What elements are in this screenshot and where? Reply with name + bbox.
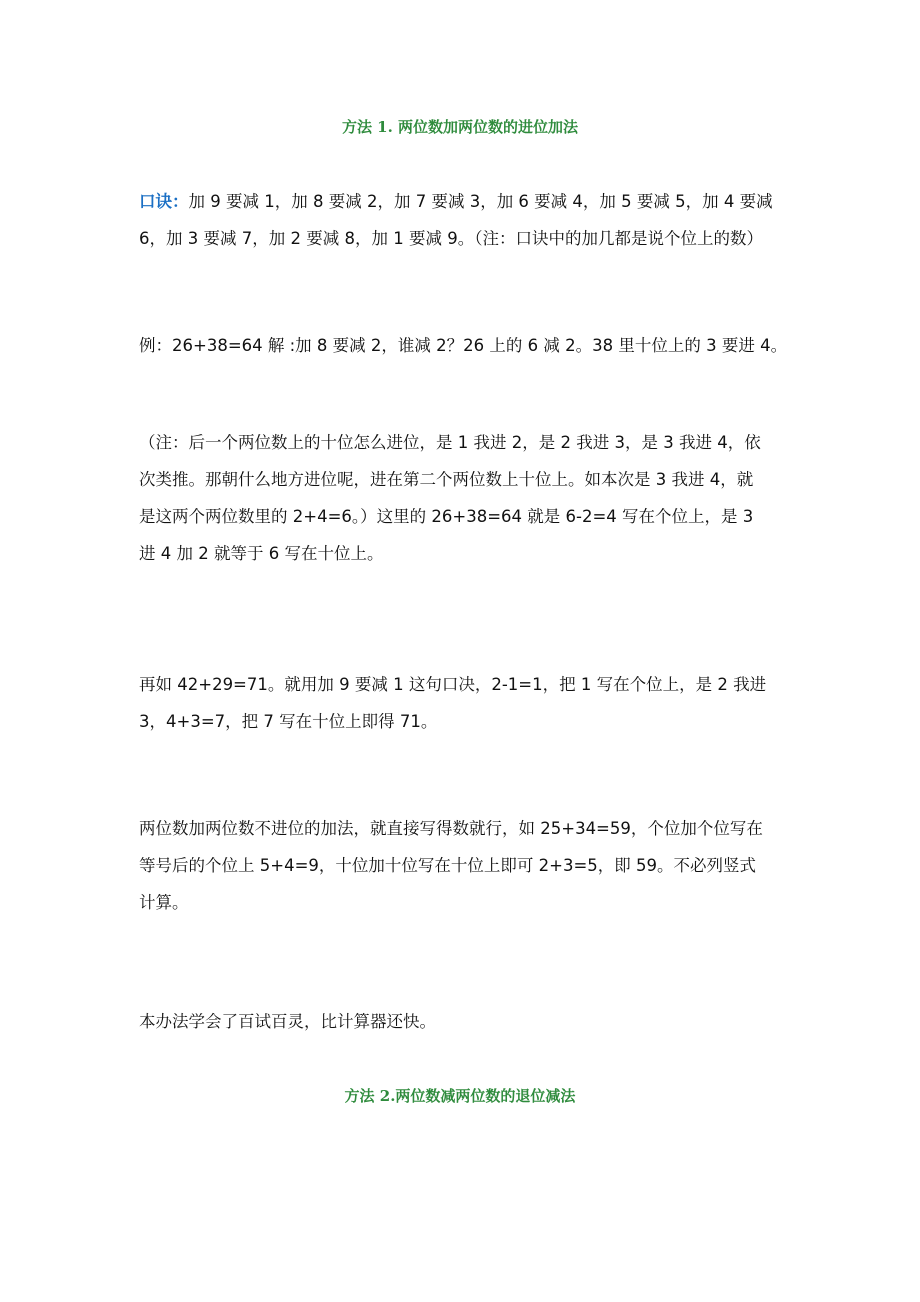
example-paragraph xyxy=(139,327,789,364)
method-2-heading: 方法 2.两位数减两位数的退位减法 xyxy=(344,1087,576,1105)
second-example-paragraph xyxy=(139,666,789,740)
rule-line-2: 6，加 3 要减 7，加 2 要减 8，加 1 要减 9。（注：口诀中的加几都是说个位上的数） xyxy=(139,229,763,248)
no-carry-line-3: 计算。 xyxy=(139,893,189,912)
note-line-2: 次类推。那朝什么地方进位呢，进在第二个两位数上十位上。如本次是 3 我进 4，就 xyxy=(139,470,754,489)
note-line-4: 进 4 加 2 就等于 6 写在十位上。 xyxy=(139,544,384,563)
second-example-line-1: 再如 42+29=71。就用加 9 要减 1 这句口决，2-1=1，把 1 写在个位上，是 2 我进 xyxy=(139,675,767,694)
rule-paragraph xyxy=(139,183,789,257)
note-paragraph xyxy=(139,424,789,572)
method-1-heading: 方法 1. 两位数加两位数的进位加法 xyxy=(341,118,579,136)
summary-line-1: 本办法学会了百试百灵，比计算器还快。 xyxy=(139,1012,436,1031)
summary-paragraph xyxy=(139,1003,789,1040)
rule-line-1 xyxy=(139,183,789,220)
rule-label: 口诀： xyxy=(139,192,189,211)
example-line-1: 例：26+38=64 解 :加 8 要减 2，谁减 2？26 上的 6 减 2。38 里十位上的 3 要进 4。 xyxy=(139,336,788,355)
rule-text: 加 9 要减 1，加 8 要减 2，加 7 要减 3，加 6 要减 4，加 5 要减 5，加 4 要减 xyxy=(188,192,773,211)
note-line-3: 是这两个两位数里的 2+4=6。）这里的 26+38=64 就是 6-2=4 写在个位上，是 3 xyxy=(139,507,754,526)
no-carry-line-1: 两位数加两位数不进位的加法，就直接写得数就行，如 25+34=59，个位加个位写在 xyxy=(139,819,763,838)
note-line-1: （注：后一个两位数上的十位怎么进位，是 1 我进 2，是 2 我进 3，是 3 我进 4，依 xyxy=(139,433,761,452)
no-carry-line-2: 等号后的个位上 5+4=9，十位加十位写在十位上即可 2+3=5，即 59。不必列竖式 xyxy=(139,856,757,875)
second-example-line-2: 3，4+3=7，把 7 写在十位上即得 71。 xyxy=(139,712,438,731)
no-carry-paragraph xyxy=(139,810,789,921)
